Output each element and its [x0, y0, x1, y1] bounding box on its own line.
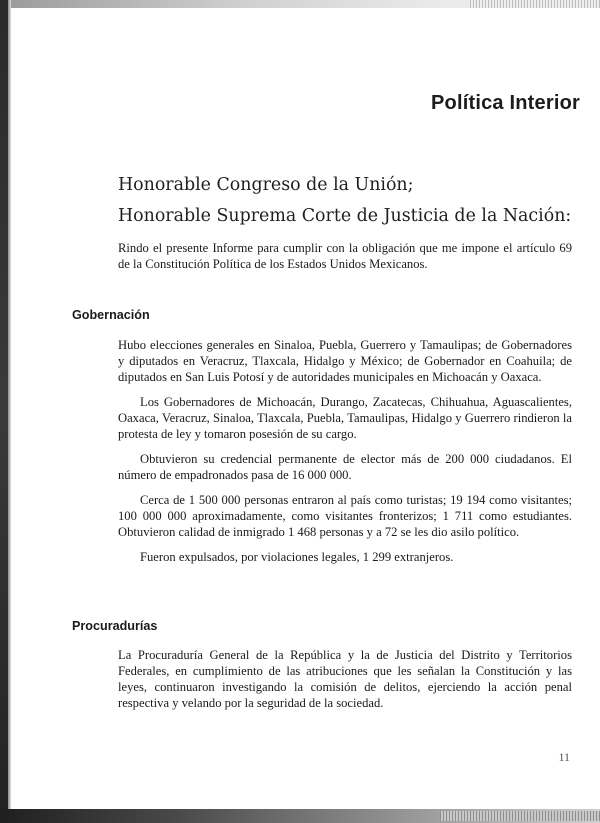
paragraph: Los Gobernadores de Michoacán, Durango, Zacatecas, Chihuahua, Aguascalientes, Oaxaca, Veracruz, Sinaloa, Tlaxcala, Puebla, Tamaulipas, Hidalgo y Guerrero rindieron la protesta de ley y tomaron posesión de su cargo.	[118, 395, 572, 441]
intro-paragraph: Rindo el presente Informe para cumplir con la obligación que me impone el artículo 69 de la Constitución Política de los Estados Unidos Mexicanos.	[118, 241, 572, 271]
scan-edge-top	[0, 0, 600, 8]
paragraph: Obtuvieron su credencial permanente de elector más de 200 000 ciudadanos. El número de empadronados pasa de 16 000 000.	[118, 452, 572, 482]
heading-gobernacion: Gobernación	[72, 308, 150, 322]
salutation	[118, 170, 571, 232]
scan-edge-left	[0, 0, 8, 823]
salutation-line-court: Honorable Suprema Corte de Justicia de la Nación:	[118, 206, 572, 226]
paragraph: Cerca de 1 500 000 personas entraron al país como turistas; 19 194 como visitantes; 100 000 000 aproximadamente, como visitantes fronterizos; 1 711 como estudiantes. Obtuvieron calidad de inmigrado 1 468 personas y a 72 se les dio asilo político.	[118, 493, 572, 539]
section-header: Política Interior	[431, 92, 580, 114]
paragraph: La Procuraduría General de la República y la de Justicia del Distrito y Territorios Federales, en cumplimiento de las atribuciones que les señalan la Constitución y las leyes, continuaron investigando la comisión de delitos, ejerciendo la acción penal respectiva y velando por la seguridad de la sociedad.	[118, 648, 572, 710]
heading-procuradurias: Procuradurías	[72, 619, 158, 633]
salutation-line-congress: Honorable Congreso de la Unión;	[118, 175, 414, 195]
paragraph: Fueron expulsados, por violaciones legales, 1 299 extranjeros.	[140, 550, 454, 564]
scan-edge-bottom	[0, 809, 600, 823]
gobernacion-body	[118, 337, 572, 574]
procuradurias-body	[118, 647, 572, 720]
paragraph: Hubo elecciones generales en Sinaloa, Puebla, Guerrero y Tamaulipas; de Gobernadores y diputados en Veracruz, Tlaxcala, Hidalgo y México; de Gobernador en Coahuila; de diputados en San Luis Potosí y de autoridades municipales en Michoacán y Oaxaca.	[118, 338, 572, 384]
page-number: 11	[558, 750, 570, 764]
